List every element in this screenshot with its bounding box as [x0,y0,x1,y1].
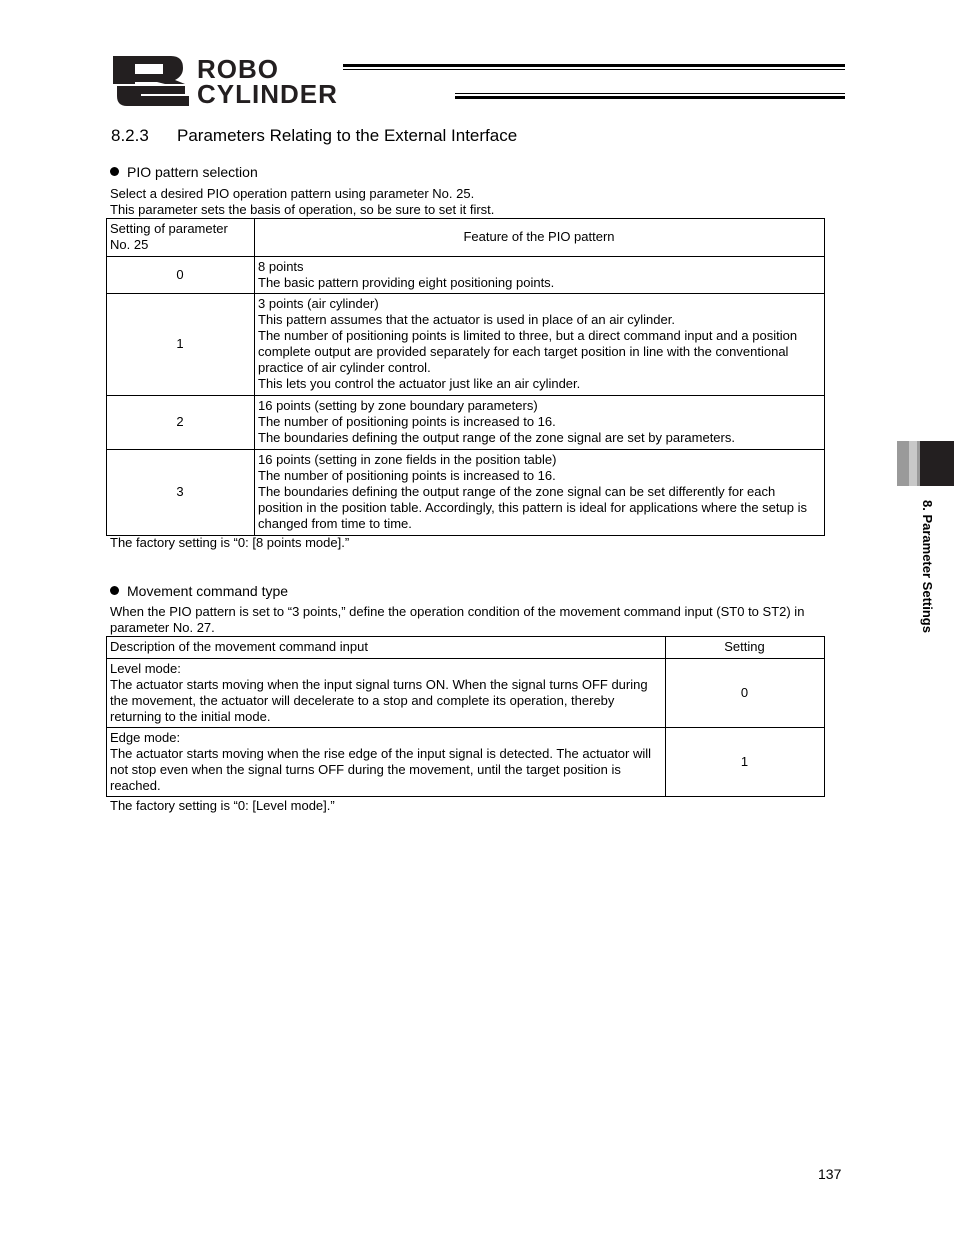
description-cell: Level mode: The actuator starts moving when the input signal turns ON. When the signal turns OFF during the movement, the actuator will decelerate to a stop and complete its operation, thereby returning to the initial mode. [107,659,666,728]
header-rule-bottom-thin [455,93,845,94]
table-header-row [107,219,825,257]
movement-factory-note: The factory setting is “0: [Level mode].” [110,798,335,813]
feature-cell: 3 points (air cylinder) This pattern assumes that the actuator is used in place of an air cylinder. The number of positioning points is limited to three, but a direct command input and a position complete output are provided separately for each target position in line with the conventional practice of air cylinder control. This lets you control the actuator just like an air cylinder. [255,294,825,396]
header-rule-top-thick [343,64,845,67]
table-row [107,257,825,294]
pio-intro-line: Select a desired PIO operation pattern using parameter No. 25. [110,186,475,201]
bullet-icon [110,586,119,595]
pio-intro-line: This parameter sets the basis of operation, so be sure to set it first. [110,202,495,217]
movement-heading: Movement command type [110,583,288,599]
pio-heading: PIO pattern selection [110,164,258,180]
page-number: 137 [818,1166,842,1182]
table-row [107,450,825,536]
feature-cell: 16 points (setting by zone boundary parameters) The number of positioning points is increased to 16. The boundaries defining the output range of the zone signal are set by parameters. [255,396,825,450]
header-cell: Feature of the PIO pattern [255,219,825,257]
section-heading [111,126,517,146]
setting-cell: 1 [666,728,825,797]
table-row [107,659,825,728]
setting-cell: 0 [107,257,255,294]
movement-command-table [106,636,825,797]
chapter-tab-light [909,441,917,486]
description-cell: Edge mode: The actuator starts moving when the rise edge of the input signal is detected. The actuator will not stop even when the signal turns OFF during the movement, until the target position is reached. [107,728,666,797]
table-row [107,396,825,450]
pio-pattern-table [106,218,825,536]
setting-cell: 2 [107,396,255,450]
header-cell: Setting of parameter No. 25 [107,219,255,257]
header-cell: Setting [666,637,825,659]
table-row [107,728,825,797]
pio-intro [110,186,494,218]
header-rule-bottom-thick [455,96,845,99]
setting-cell: 1 [107,294,255,396]
setting-cell: 3 [107,450,255,536]
chapter-tab-dark [920,441,954,486]
bullet-icon [110,167,119,176]
logo-robo-text: ROBO [197,56,279,84]
table-row [107,294,825,396]
feature-cell: 8 points The basic pattern providing eight positioning points. [255,257,825,294]
table-header-row [107,637,825,659]
header-rule-top-thin [343,69,845,70]
movement-intro: When the PIO pattern is set to “3 points,” define the operation condition of the movement command input (ST0 to ST2) in parameter No. 27. [110,604,805,635]
logo-cylinder-text: CYLINDER [197,79,338,106]
setting-cell: 0 [666,659,825,728]
chapter-tab-label: 8. Parameter Settings [920,500,935,633]
section-number: 8.2.3 [111,126,149,145]
header-cell: Description of the movement command input [107,637,666,659]
section-title: Parameters Relating to the External Interface [177,126,518,145]
pio-factory-note: The factory setting is “0: [8 points mode].” [110,535,350,550]
feature-cell: 16 points (setting in zone fields in the position table) The number of positioning points is increased to 16. The boundaries defining the output range of the zone signal can be set differently for each position in the position table. Accordingly, this pattern is ideal for applications where the setup is changed from time to time. [255,450,825,536]
